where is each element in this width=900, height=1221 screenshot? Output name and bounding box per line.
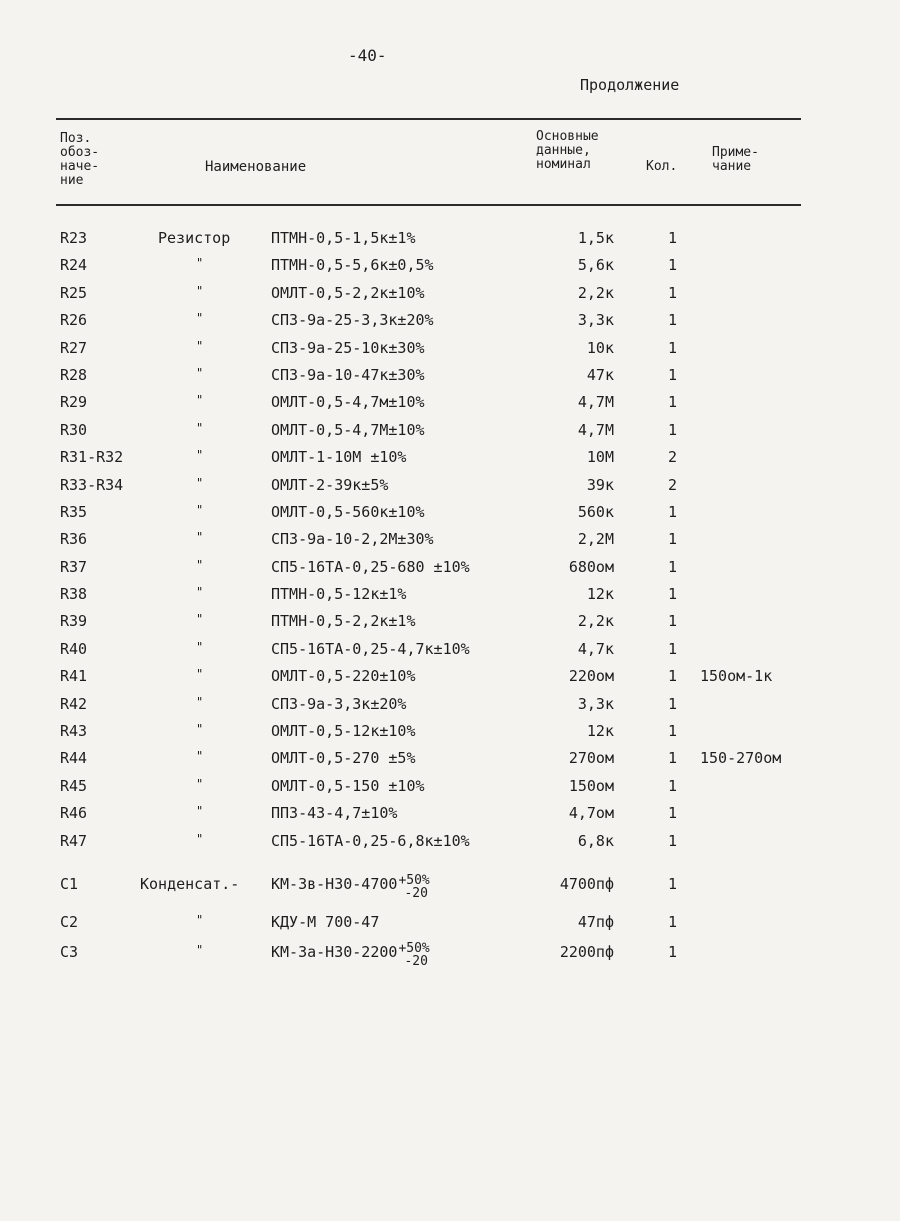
row-position: R40 — [60, 639, 88, 658]
table-row — [0, 639, 900, 666]
row-name: ПТМН-0,5-5,6к±0,5% — [271, 256, 434, 275]
row-value: 220ом — [568, 667, 614, 686]
header-name: Наименование — [205, 159, 307, 175]
row-position: R26 — [60, 311, 88, 330]
row-position: R28 — [60, 365, 88, 384]
row-name: СП3-9а-25-3,3к±20% — [271, 311, 434, 330]
row-position: R37 — [60, 557, 88, 576]
row-quantity: 1 — [668, 912, 678, 931]
ditto-mark: " — [196, 694, 204, 709]
row-value: 4700пф — [559, 874, 614, 893]
row-value: 47пф — [577, 912, 614, 931]
row-position: R39 — [60, 612, 88, 631]
row-quantity: 1 — [668, 585, 678, 604]
table-row — [0, 803, 900, 830]
row-name: ПТМН-0,5-1,5к±1% — [271, 229, 416, 247]
row-value: 10М — [586, 448, 614, 467]
row-value: 12к — [586, 585, 614, 604]
row-name: ОМЛТ-0,5-4,7м±10% — [271, 393, 425, 412]
table-row — [0, 365, 900, 392]
row-value: 2,2к — [577, 612, 614, 631]
table-row — [0, 557, 900, 584]
row-position: R44 — [60, 749, 88, 768]
row-name: ОМЛТ-0,5-220±10% — [271, 667, 416, 686]
row-name: ПТМН-0,5-12к±1% — [271, 585, 407, 604]
row-value: 3,3к — [577, 694, 614, 713]
row-quantity: 1 — [668, 942, 678, 961]
ditto-mark: " — [196, 475, 204, 490]
row-quantity: 1 — [668, 365, 678, 384]
row-note: 150ом-1к — [700, 667, 773, 686]
tolerance-lower: -20 — [404, 953, 428, 969]
row-name: ОМЛТ-0,5-270 ±5% — [271, 749, 416, 768]
table-row — [0, 776, 900, 803]
page-number: -40- — [348, 46, 387, 65]
ditto-mark: " — [196, 912, 204, 927]
row-quantity: 1 — [668, 256, 678, 275]
row-value: 1,5к — [577, 229, 614, 247]
table-row — [0, 502, 900, 529]
row-position: R31-R32 — [60, 448, 124, 467]
ditto-mark: " — [196, 722, 204, 737]
ditto-mark: " — [196, 667, 204, 682]
row-quantity: 1 — [668, 311, 678, 330]
ditto-mark: " — [196, 557, 204, 572]
row-quantity: 1 — [668, 420, 678, 439]
table-row — [0, 748, 900, 775]
ditto-mark: " — [196, 502, 204, 517]
row-position: C2 — [60, 912, 79, 931]
table-row — [0, 475, 900, 502]
table-top-rule — [56, 118, 801, 120]
row-quantity: 1 — [668, 612, 678, 631]
tolerance — [398, 942, 429, 968]
continuation-label: Продолжение — [580, 76, 680, 94]
row-quantity: 2 — [668, 448, 678, 467]
table-row — [0, 912, 900, 942]
row-quantity: 1 — [668, 530, 678, 549]
row-value: 680ом — [568, 557, 614, 576]
row-position: R29 — [60, 393, 88, 412]
table-row — [0, 529, 900, 556]
row-name: ОМЛТ-1-10М ±10% — [271, 448, 407, 467]
row-position: R41 — [60, 667, 88, 686]
row-value: 39к — [586, 475, 614, 494]
table-body — [0, 228, 900, 972]
row-value: 3,3к — [577, 311, 614, 330]
row-value: 4,7ом — [568, 804, 614, 823]
row-quantity: 1 — [668, 229, 678, 247]
row-value: 560к — [577, 502, 614, 521]
ditto-mark: " — [196, 942, 204, 957]
ditto-mark: " — [196, 612, 204, 627]
table-row — [0, 228, 900, 255]
ditto-mark: " — [196, 283, 204, 298]
row-position: R42 — [60, 694, 88, 713]
row-value: 270ом — [568, 749, 614, 768]
header-note: Приме- чание — [712, 145, 759, 174]
row-quantity: 1 — [668, 776, 678, 795]
row-quantity: 1 — [668, 639, 678, 658]
row-name: СП5-16ТА-0,25-680 ±10% — [271, 557, 470, 576]
tolerance-upper: +50% — [398, 940, 430, 956]
table-row — [0, 338, 900, 365]
row-name: СП5-16ТА-0,25-4,7к±10% — [271, 639, 470, 658]
row-value: 2,2М — [577, 530, 614, 549]
row-name: КДУ-М 700-47 — [271, 912, 380, 931]
row-value: 6,8к — [577, 831, 614, 850]
row-position: C1 — [60, 874, 79, 893]
tolerance-upper: +50% — [398, 872, 430, 888]
row-position: R38 — [60, 585, 88, 604]
row-position: R45 — [60, 776, 88, 795]
row-name: СП3-9а-10-47к±30% — [271, 365, 425, 384]
row-name: КМ-3а-Н30-2200 +50% -20 — [271, 940, 430, 969]
table-row — [0, 255, 900, 282]
row-name: ОМЛТ-0,5-12к±10% — [271, 722, 416, 741]
row-note: 150-270ом — [700, 749, 782, 768]
row-position: R25 — [60, 283, 88, 302]
table-header-rule — [56, 204, 801, 206]
ditto-mark: " — [196, 420, 204, 435]
ditto-mark: " — [196, 776, 204, 791]
row-quantity: 1 — [668, 694, 678, 713]
row-name: ОМЛТ-0,5-4,7М±10% — [271, 420, 425, 439]
row-name: СП3-9а-10-2,2М±30% — [271, 530, 434, 549]
row-quantity: 1 — [668, 502, 678, 521]
ditto-mark: " — [196, 831, 204, 846]
table-row — [0, 447, 900, 474]
table-row — [0, 721, 900, 748]
row-value: 47к — [586, 365, 614, 384]
row-name: ПТМН-0,5-2,2к±1% — [271, 612, 416, 631]
table-row — [0, 694, 900, 721]
ditto-mark: " — [196, 530, 204, 545]
header-main-data: Основные данные, номинал — [536, 129, 599, 172]
row-position: R36 — [60, 530, 88, 549]
row-position: R30 — [60, 420, 88, 439]
row-quantity: 1 — [668, 874, 678, 893]
table-row — [0, 584, 900, 611]
row-type: Конденсат.- — [140, 874, 240, 893]
row-position: R46 — [60, 804, 88, 823]
row-name: ОМЛТ-0,5-560к±10% — [271, 502, 425, 521]
tolerance — [398, 874, 429, 900]
row-quantity: 1 — [668, 831, 678, 850]
row-quantity: 1 — [668, 722, 678, 741]
table-row — [0, 874, 900, 912]
row-quantity: 2 — [668, 475, 678, 494]
ditto-mark: " — [196, 365, 204, 380]
row-value: 4,7М — [577, 393, 614, 412]
row-name: СП3-9а-25-10к±30% — [271, 338, 425, 357]
table-row — [0, 392, 900, 419]
row-name: СП5-16ТА-0,25-6,8к±10% — [271, 831, 470, 850]
table-row — [0, 283, 900, 310]
row-quantity: 1 — [668, 393, 678, 412]
row-position: R33-R34 — [60, 475, 124, 494]
table-row — [0, 666, 900, 693]
row-name: КМ-3в-Н30-4700 +50% -20 — [271, 872, 430, 901]
ditto-mark: " — [196, 804, 204, 819]
row-quantity: 1 — [668, 749, 678, 768]
table-row — [0, 420, 900, 447]
row-type: Резистор — [158, 229, 231, 247]
row-quantity: 1 — [668, 283, 678, 302]
header-position: Поз. обоз- наче- ние — [60, 131, 100, 188]
table-row — [0, 942, 900, 972]
row-value: 4,7М — [577, 420, 614, 439]
ditto-mark: " — [196, 639, 204, 654]
row-value: 4,7к — [577, 639, 614, 658]
row-value: 12к — [586, 722, 614, 741]
row-quantity: 1 — [668, 557, 678, 576]
row-name: ОМЛТ-2-39к±5% — [271, 475, 389, 494]
ditto-mark: " — [196, 311, 204, 326]
table-row — [0, 310, 900, 337]
row-position: R35 — [60, 502, 88, 521]
ditto-mark: " — [196, 448, 204, 463]
ditto-mark: " — [196, 585, 204, 600]
header-quantity: Кол. — [646, 159, 678, 174]
row-position: R47 — [60, 831, 88, 850]
row-quantity: 1 — [668, 338, 678, 357]
table-row — [0, 831, 900, 858]
ditto-mark: " — [196, 256, 204, 271]
row-value: 150ом — [568, 776, 614, 795]
row-value: 2200пф — [559, 942, 614, 961]
tolerance-lower: -20 — [404, 885, 428, 901]
row-name: СП3-9а-3,3к±20% — [271, 694, 407, 713]
row-position: C3 — [60, 942, 79, 961]
row-name: ОМЛТ-0,5-2,2к±10% — [271, 283, 425, 302]
table-row — [0, 611, 900, 638]
ditto-mark: " — [196, 338, 204, 353]
row-value: 10к — [586, 338, 614, 357]
row-position: R27 — [60, 338, 88, 357]
row-quantity: 1 — [668, 667, 678, 686]
row-name: ПП3-43-4,7±10% — [271, 804, 398, 823]
row-name: ОМЛТ-0,5-150 ±10% — [271, 776, 425, 795]
row-value: 5,6к — [577, 256, 614, 275]
ditto-mark: " — [196, 749, 204, 764]
row-position: R24 — [60, 256, 88, 275]
row-value: 2,2к — [577, 283, 614, 302]
row-position: R23 — [60, 229, 88, 247]
row-position: R43 — [60, 722, 88, 741]
row-quantity: 1 — [668, 804, 678, 823]
ditto-mark: " — [196, 393, 204, 408]
